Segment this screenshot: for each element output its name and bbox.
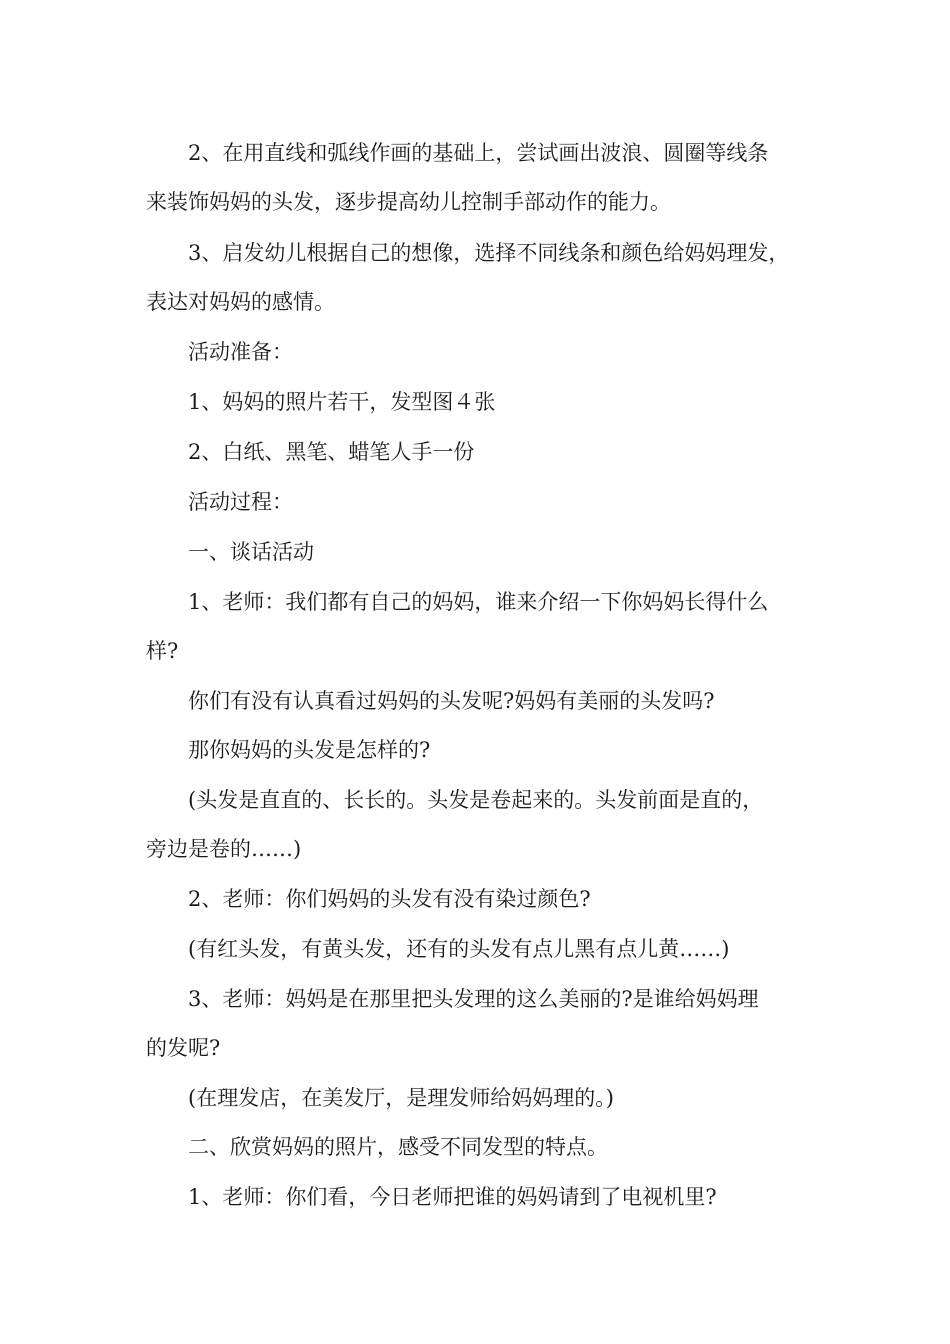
subsection-heading: 二、欣赏妈妈的照片，感受不同发型的特点。 [188,1135,608,1159]
list-item: 2、白纸、黑笔、蜡笔人手一份 [188,440,475,464]
paragraph-line: 旁边是卷的……) [146,837,302,861]
paragraph-line: 样? [146,639,179,663]
paragraph-line: 2、老师：你们妈妈的头发有没有染过颜色? [188,887,591,911]
paragraph-line: (有红头发，有黄头发，还有的头发有点儿黑有点儿黄……) [188,937,730,961]
paragraph-line: 的发呢? [146,1036,221,1060]
paragraph-line: (头发是直直的、长长的。头发是卷起来的。头发前面是直的， [188,788,764,812]
list-item: 1、妈妈的照片若干，发型图４张 [188,390,496,414]
paragraph-line: 3、老师：妈妈是在那里把头发理的这么美丽的?是谁给妈妈理 [188,987,759,1011]
paragraph-line: 你们有没有认真看过妈妈的头发呢?妈妈有美丽的头发吗? [188,689,715,713]
section-heading: 活动过程： [188,490,293,514]
paragraph-line: (在理发店，在美发厅，是理发师给妈妈理的。) [188,1086,614,1110]
paragraph-line: 3、启发幼儿根据自己的想像，选择不同线条和颜色给妈妈理发， [188,241,790,265]
section-heading: 活动准备： [188,340,293,364]
paragraph-line: 1、老师：我们都有自己的妈妈，谁来介绍一下你妈妈长得什么 [188,590,769,614]
paragraph-line: 来装饰妈妈的头发，逐步提高幼儿控制手部动作的能力。 [146,190,671,214]
paragraph-line: 那你妈妈的头发是怎样的? [188,738,431,762]
paragraph-line: 1、老师：你们看，今日老师把谁的妈妈请到了电视机里? [188,1185,717,1209]
paragraph-line: 2、在用直线和弧线作画的基础上，尝试画出波浪、圆圈等线条 [188,141,769,165]
subsection-heading: 一、谈话活动 [188,540,314,564]
paragraph-line: 表达对妈妈的感情。 [146,290,335,314]
